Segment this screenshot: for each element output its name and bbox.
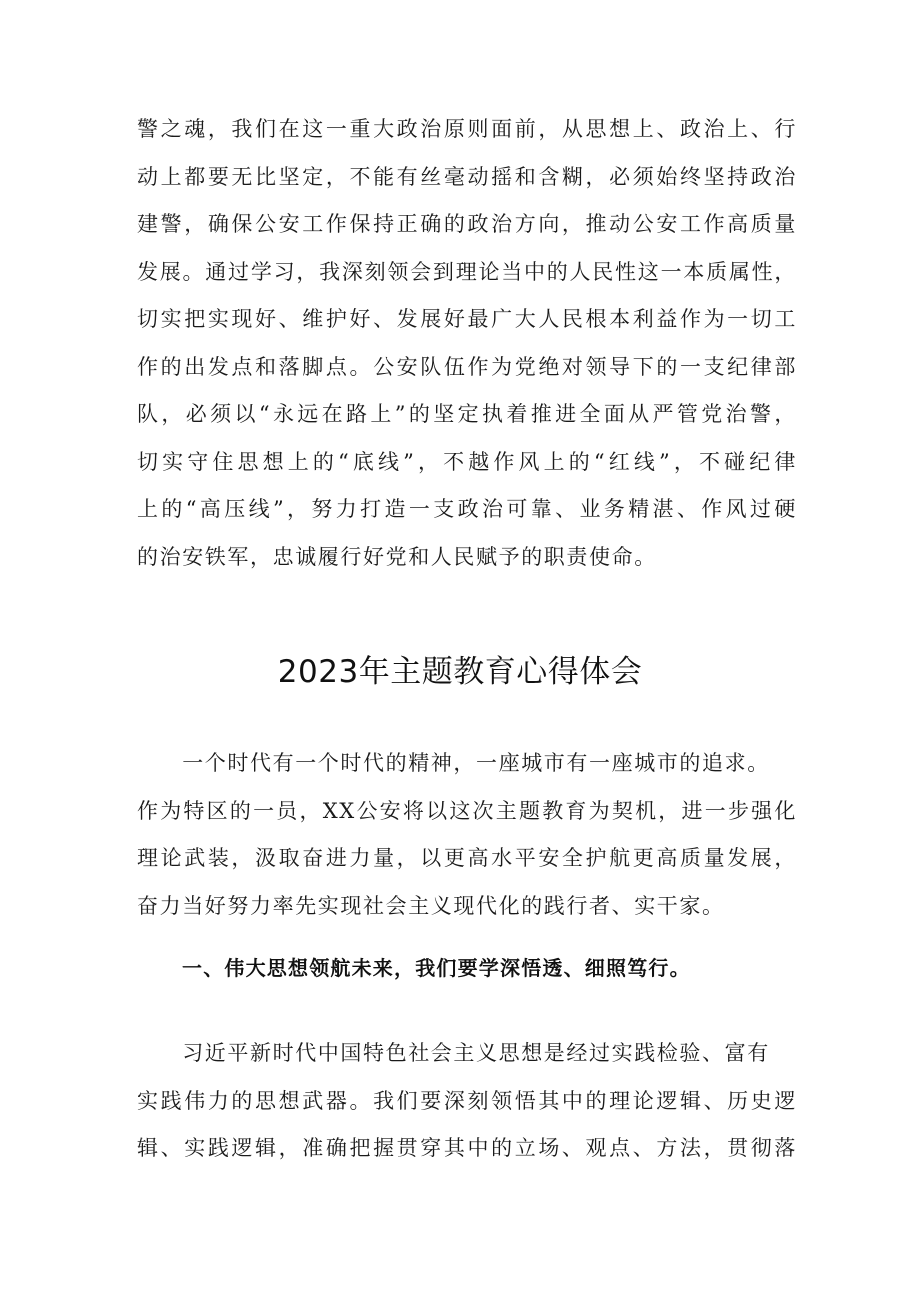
body-paragraph-3 — [137, 1030, 797, 1173]
paragraph-line: 切实把实现好、维护好、发展好最广大人民根本利益作为一切工 — [137, 307, 797, 331]
paragraph-line: 一个时代有一个时代的精神，一座城市有一座城市的追求。 — [137, 751, 770, 775]
paragraph-line: 发展。通过学习，我深刻领会到理论当中的人民性这一本质属性， — [137, 259, 797, 284]
paragraph-line: 建警，确保公安工作保持正确的政治方向，推动公安工作高质量 — [137, 212, 797, 236]
section-heading: 一、伟大思想领航未来，我们要学深悟透、细照笃行。 — [182, 956, 691, 980]
paragraph-line: 习近平新时代中国特色社会主义思想是经过实践检验、富有 — [137, 1041, 770, 1065]
paragraph-line: 作为特区的一员，XX公安将以这次主题教育为契机，进一步强化 — [137, 798, 797, 823]
paragraph-line: 警之魂，我们在这一重大政治原则面前，从思想上、政治上、行 — [137, 117, 797, 141]
paragraph-line: 动上都要无比坚定，不能有丝毫动摇和含糊，必须始终坚持政治 — [137, 164, 797, 189]
paragraph-line: 奋力当好努力率先实现社会主义现代化的践行者、实干家。 — [137, 893, 725, 918]
paragraph-line: 的治安铁军，忠诚履行好党和人民赋予的职责使命。 — [137, 544, 657, 569]
paragraph-line: 队，必须以“永远在路上”的坚定执着推进全面从严管党治警， — [137, 402, 797, 426]
paragraph-line: 切实守住思想上的“底线”，不越作风上的“红线”，不碰纪律 — [137, 449, 797, 474]
paragraph-line: 作的出发点和落脚点。公安队伍作为党绝对领导下的一支纪律部 — [137, 354, 797, 379]
body-paragraph-1 — [137, 106, 797, 581]
paragraph-line: 上的“高压线”，努力打造一支政治可靠、业务精湛、作风过硬 — [137, 497, 797, 521]
document-title: 2023年主题教育心得体会 — [277, 654, 643, 690]
paragraph-line: 实践伟力的思想武器。我们要深刻领悟其中的理论逻辑、历史逻 — [137, 1088, 797, 1113]
paragraph-line: 理论武装，汲取奋进力量，以更高水平安全护航更高质量发展， — [137, 846, 797, 870]
body-paragraph-2 — [137, 740, 797, 930]
paragraph-line: 辑、实践逻辑，准确把握贯穿其中的立场、观点、方法，贯彻落 — [137, 1136, 797, 1160]
